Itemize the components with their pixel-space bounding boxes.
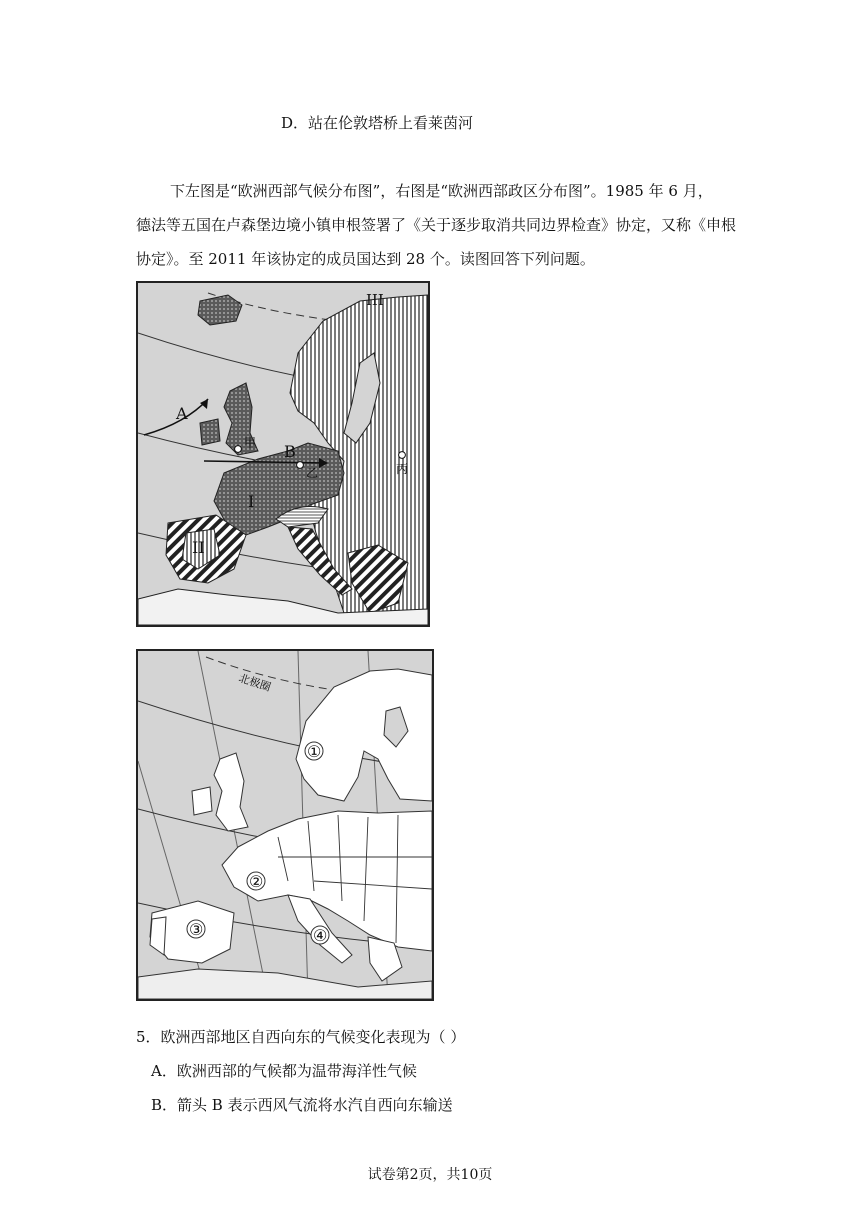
zone-i-label: I — [248, 492, 255, 511]
marker-1: ① — [307, 742, 322, 761]
marker-2: ② — [249, 872, 264, 891]
zone-ii-label: II — [192, 538, 205, 557]
intro-line-2: 德法等五国在卢森堡边境小镇申根签署了《关于逐步取消共同边界检查》协定，又称《申根 — [136, 216, 737, 234]
zone-iii-label: III — [366, 291, 384, 309]
option-b: B．箭头 B 表示西风气流将水汽自西向东输送 — [151, 1096, 453, 1114]
climate-map — [136, 281, 430, 627]
option-a: A．欧洲西部的气候都为温带海洋性气候 — [151, 1062, 417, 1080]
intro-line-1: 下左图是“欧洲西部气候分布图”，右图是“欧洲西部政区分布图”。1985 年 6 月， — [170, 182, 713, 200]
marker-4: ④ — [313, 926, 328, 945]
arctic-circle-label: 北极圈 — [237, 671, 273, 695]
arrow-b-label: B — [284, 442, 296, 461]
political-map — [136, 649, 434, 1001]
city-yi-label: 乙 — [306, 466, 319, 480]
page-footer: 试卷第2页，共10页 — [367, 1167, 493, 1183]
question-5-stem: 5．欧洲西部地区自西向东的气候变化表现为（ ） — [136, 1028, 466, 1046]
marker-3: ③ — [189, 920, 204, 939]
city-jia-label: 甲 — [244, 436, 257, 450]
option-d-previous: D．站在伦敦塔桥上看莱茵河 — [281, 114, 474, 132]
city-bing-label: 丙 — [396, 462, 409, 476]
arrow-a-label: A — [176, 404, 188, 423]
intro-line-3: 协定》。至 2011 年该协定的成员国达到 28 个。读图回答下列问题。 — [136, 250, 595, 268]
